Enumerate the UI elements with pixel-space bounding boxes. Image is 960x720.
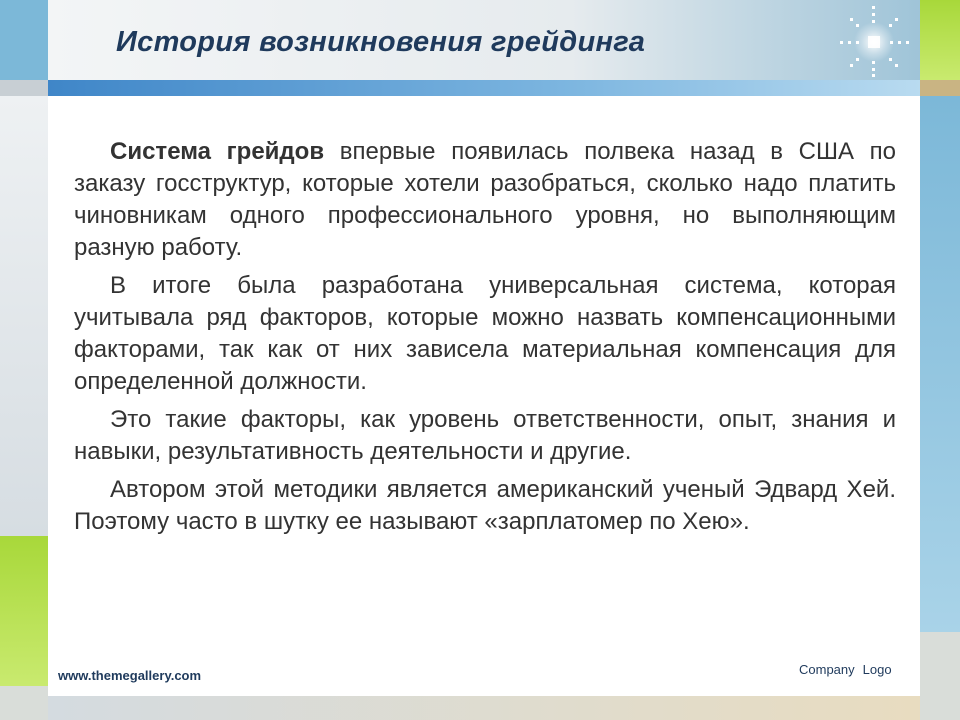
company-label: Company (799, 662, 855, 677)
body-paragraph-3 (74, 404, 896, 468)
logo-label: Logo (862, 662, 892, 677)
left-bar-gray (0, 80, 48, 96)
footer-url: www.themegallery.com (58, 668, 202, 683)
body-paragraph-4 (74, 474, 896, 538)
paragraph-text: впервые появилась полвека назад в США по заказу госструктур, которые хотели разобраться, сколько надо платить чиновникам одного профессионального уровня, но выполняющим разную работу. (74, 138, 896, 261)
paragraph-text: Это такие факторы, как уровень ответственности, опыт, знания и навыки, результативность деятельности и другие. (74, 406, 896, 465)
left-bar-light (0, 96, 48, 536)
paragraph-text: Автором этой методики является американский ученый Эдвард Хей. Поэтому часто в шутку ее называют «зарплатомер по Хею». (74, 476, 896, 535)
title-stripe (48, 80, 920, 96)
right-bar-tan (920, 80, 960, 96)
bottom-strip (48, 696, 920, 720)
company-logo-text (799, 662, 892, 677)
sparkle-star-icon (826, 4, 918, 78)
right-bar-green (920, 0, 960, 80)
paragraph-lead-bold: Система грейдов (110, 138, 325, 165)
paragraph-text: В итоге была разработана универсальная система, которая учитывала ряд факторов, которые можно назвать компенсационными факторами, так как от них зависела материальная компенсация для определенной должности. (74, 272, 896, 395)
right-bar-bottom (920, 632, 960, 720)
left-bar-bottom (0, 686, 48, 720)
body-paragraph-1 (74, 136, 896, 264)
slide-body (74, 136, 896, 544)
body-paragraph-2 (74, 270, 896, 398)
left-bar-green (0, 536, 48, 686)
slide-title: История возникновения грейдинга (116, 26, 646, 58)
right-bar-blue (920, 96, 960, 632)
left-bar-blue (0, 0, 48, 80)
